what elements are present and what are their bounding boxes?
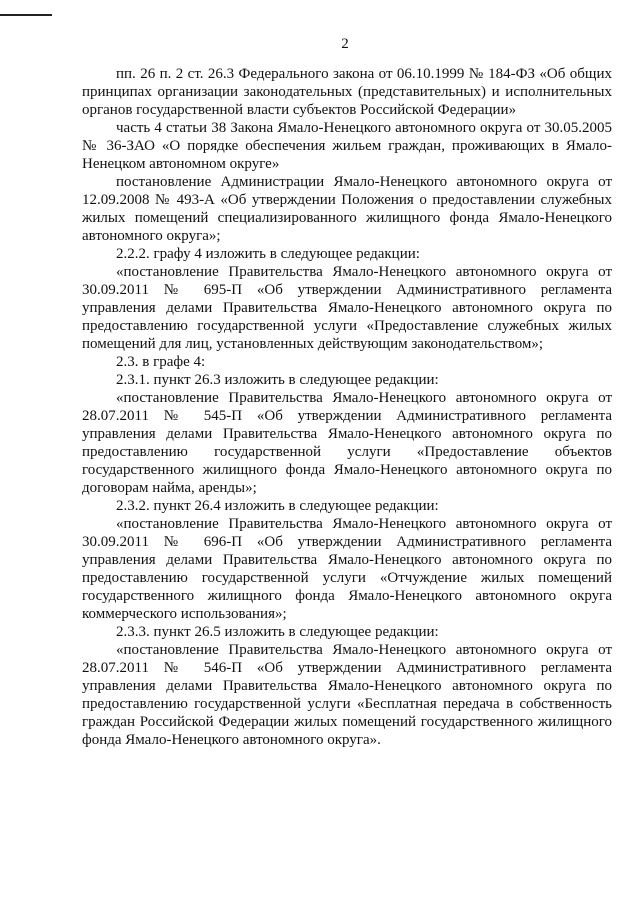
paragraph-clause-2-2-2: 2.2.2. графу 4 изложить в следующее редакции: <box>116 246 420 262</box>
page-number: 2 <box>341 36 349 52</box>
paragraph-government-696: «постановление Правительства Ямало-Ненецкого автономного округа от 30.09.2011 № 696-П «Об утверждении Административного регламента управления делами Правительства Ямало-Ненецкого автономного округа по предоставлению государственной услуги «Отчуждение жилых помещений государственного жилищного фонда Ямало-Ненецкого автономного округа коммерческого использования»; <box>82 516 612 622</box>
paragraph-government-695: «постановление Правительства Ямало-Ненецкого автономного округа от 30.09.2011 № 695-П «Об утверждении Административного регламента управления делами Правительства Ямало-Ненецкого автономного округа по предоставлению государственной услуги «Предоставление служебных жилых помещений для лиц, установленных действующим законодательством»; <box>82 264 612 352</box>
paragraph-administration-493: постановление Администрации Ямало-Ненецкого автономного округа от 12.09.2008 № 493-А «Об утверждении Положения о предоставлении служебных жилых помещений специализированного жилищного фонда Ямало-Ненецкого автономного округа»; <box>82 174 612 244</box>
header-rule <box>0 14 52 16</box>
paragraph-federal-law-184: пп. 26 п. 2 ст. 26.3 Федерального закона от 06.10.1999 № 184-ФЗ «Об общих принципах организации законодательных (представительных) и исполнительных органов государственной власти субъектов Российской Федерации» <box>82 66 612 118</box>
paragraph-government-545: «постановление Правительства Ямало-Ненецкого автономного округа от 28.07.2011 № 545-П «Об утверждении Административного регламента управления делами Правительства Ямало-Ненецкого автономного округа по предоставлению государственной услуги «Предоставление объектов государственного жилищного фонда Ямало-Ненецкого автономного округа по договорам найма, аренды»; <box>82 390 612 496</box>
paragraph-government-546: «постановление Правительства Ямало-Ненецкого автономного округа от 28.07.2011 № 546-П «Об утверждении Административного регламента управления делами Правительства Ямало-Ненецкого автономного округа по предоставлению государственной услуги «Бесплатная передача в собственность граждан Российской Федерации жилых помещений государственного жилищного фонда Ямало-Ненецкого автономного округа». <box>82 642 612 748</box>
paragraph-clause-2-3-2: 2.3.2. пункт 26.4 изложить в следующее редакции: <box>116 498 439 514</box>
paragraph-okrug-law-36: часть 4 статьи 38 Закона Ямало-Ненецкого автономного округа от 30.05.2005 № 36-ЗАО «О порядке обеспечения жильем граждан, проживающих в Ямало-Ненецком автономном округе» <box>82 120 612 172</box>
document-body <box>82 65 612 749</box>
paragraph-clause-2-3-3: 2.3.3. пункт 26.5 изложить в следующее редакции: <box>116 624 439 640</box>
paragraph-clause-2-3-1: 2.3.1. пункт 26.3 изложить в следующее редакции: <box>116 372 439 388</box>
paragraph-clause-2-3: 2.3. в графе 4: <box>116 354 206 370</box>
